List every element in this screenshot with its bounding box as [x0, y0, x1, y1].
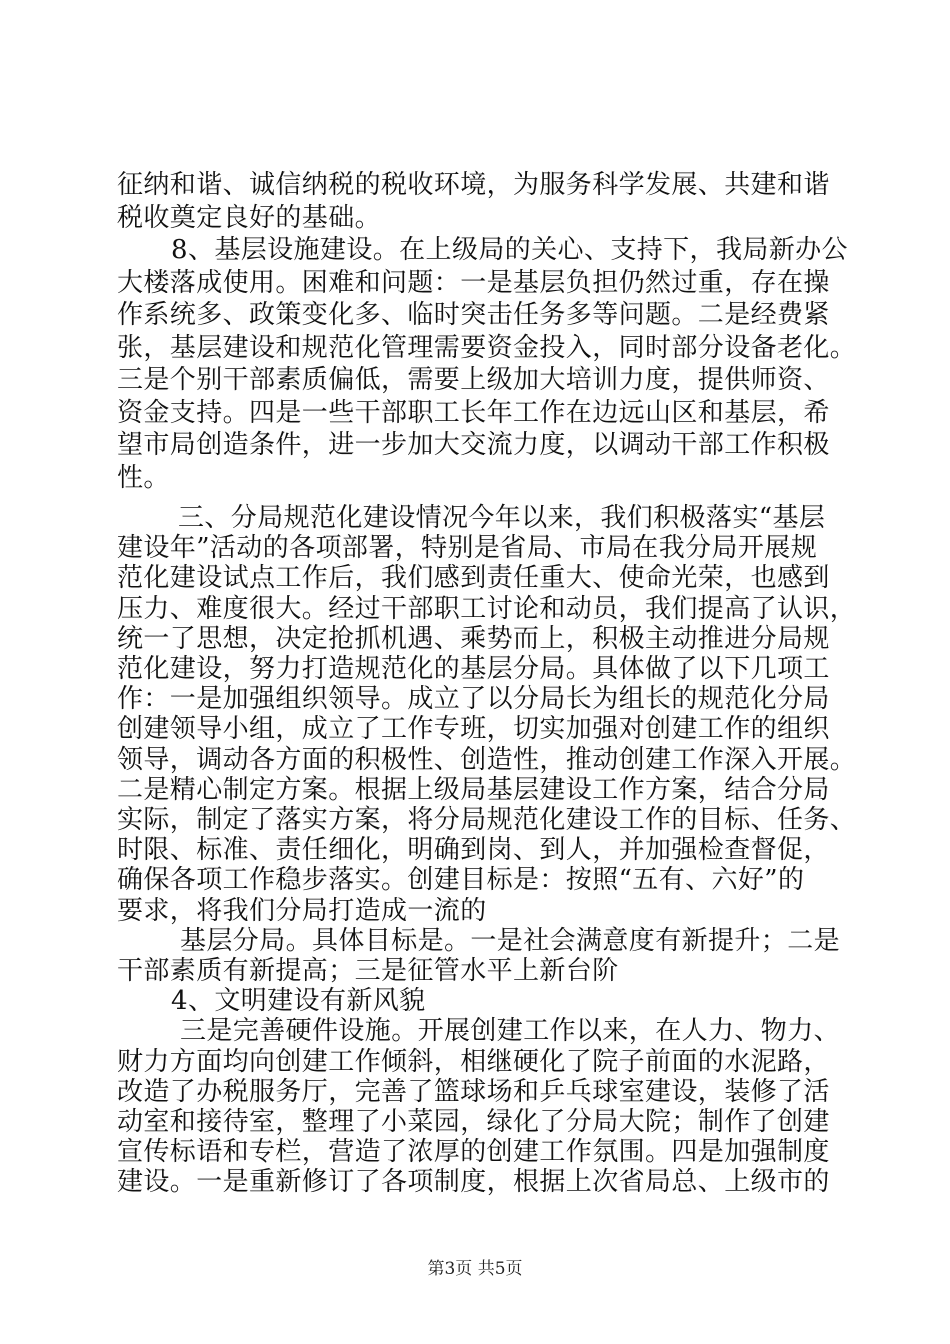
body-text-line: 征纳和谐、诚信纳税的税收环境，为服务科学发展、共建和谐: [117, 170, 830, 200]
body-text-line: 作系统多、政策变化多、临时突击任务多等问题。二是经费紧: [117, 300, 830, 330]
body-text-line: 三是完善硬件设施。开展创建工作以来，在人力、物力、: [180, 1016, 841, 1047]
body-text-line: 基层分局。具体目标是。一是社会满意度有新提升；二是: [180, 925, 841, 956]
body-text-line: 实际，制定了落实方案，将分局规范化建设工作的目标、任务、: [117, 805, 857, 835]
body-text-line: 干部素质有新提高；三是征管水平上新台阶: [117, 956, 619, 986]
body-text-line: 建设年”活动的各项部署，特别是省局、市局在我分局开展规: [117, 533, 818, 564]
body-text-line: 时限、标准、责任细化，明确到岗、到人，并加强检查督促，: [117, 835, 830, 866]
body-text-line: 改造了办税服务厅，完善了篮球场和乒乓球室建设，装修了活: [117, 1076, 830, 1107]
body-text-line: 三是个别干部素质偏低，需要上级加大培训力度，提供师资、: [117, 365, 830, 395]
body-text-line: 创建领导小组，成立了工作专班，切实加强对创建工作的组织: [117, 714, 830, 745]
page-footer: 第3页 共5页: [427, 1259, 523, 1279]
body-text-line: 三、分局规范化建设情况今年以来，我们积极落实“基层: [178, 503, 826, 533]
body-text-line: 建设。一是重新修订了各项制度，根据上次省局总、上级市的: [117, 1167, 830, 1198]
body-text-line: 财力方面均向创建工作倾斜，相继硬化了院子前面的水泥路，: [117, 1046, 830, 1077]
body-text-line: 范化建设试点工作后，我们感到责任重大、使命光荣，也感到: [117, 563, 830, 594]
body-text-line: 二是精心制定方案。根据上级局基层建设工作方案，结合分局: [117, 774, 830, 805]
body-text-line: 大楼落成使用。困难和问题：一是基层负担仍然过重，存在操: [117, 267, 830, 298]
body-text-line: 望市局创造条件，进一步加大交流力度，以调动干部工作积极: [117, 430, 830, 460]
body-text-line: 4、文明建设有新风貌: [171, 986, 426, 1017]
body-text-line: 要求，将我们分局打造成一流的: [117, 895, 487, 926]
body-text-line: 动室和接待室，整理了小菜园，绿化了分局大院；制作了创建: [117, 1107, 830, 1137]
body-text-line: 8、基层设施建设。在上级局的关心、支持下，我局新办公: [171, 235, 848, 265]
body-text-line: 性。: [117, 462, 170, 493]
body-text-line: 领导，调动各方面的积极性、创造性，推动创建工作深入开展。: [117, 744, 857, 775]
body-text-line: 范化建设，努力打造规范化的基层分局。具体做了以下几项工: [117, 654, 830, 684]
body-text-line: 张，基层建设和规范化管理需要资金投入，同时部分设备老化。: [117, 332, 857, 363]
body-text-line: 资金支持。四是一些干部职工长年工作在边远山区和基层，希: [117, 397, 830, 428]
body-text-line: 宣传标语和专栏，营造了浓厚的创建工作氛围。四是加强制度: [117, 1137, 830, 1168]
body-text-line: 作：一是加强组织领导。成立了以分局长为组长的规范化分局: [117, 684, 830, 715]
body-text-line: 压力、难度很大。经过干部职工讨论和动员，我们提高了认识，: [117, 593, 857, 624]
body-text-line: 统一了思想，决定抢抓机遇、乘势而上，积极主动推进分局规: [117, 623, 830, 654]
body-text-line: 税收奠定良好的基础。: [117, 202, 382, 233]
body-text-line: 确保各项工作稳步落实。创建目标是：按照“五有、六好”的: [117, 865, 805, 896]
